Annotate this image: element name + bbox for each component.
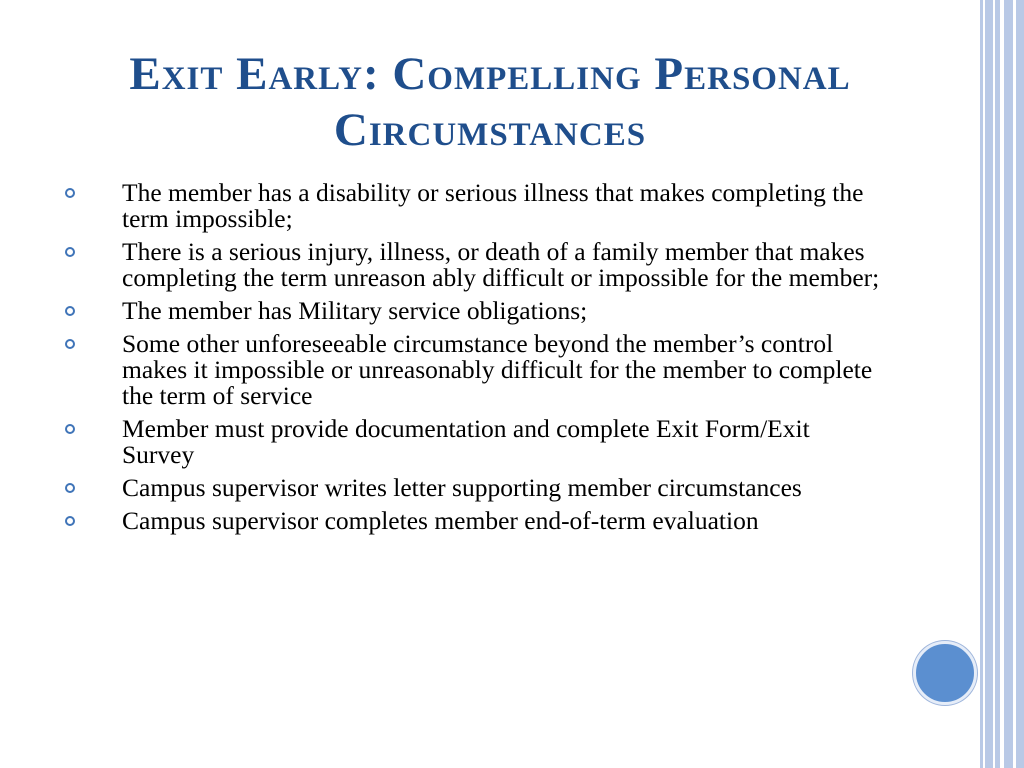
bullet-item — [60, 475, 880, 501]
decorative-stripe — [995, 0, 1000, 768]
bullet-item — [60, 416, 880, 468]
bullet-item — [60, 180, 880, 232]
bullet-text: The member has a disability or serious illness that makes completing the term impossible; — [122, 178, 864, 233]
slide-title: Exit Early: Compelling Personal Circumstances — [129, 48, 851, 156]
bullet-list — [60, 180, 880, 541]
decorative-stripe — [980, 0, 983, 768]
bullet-circle-icon — [65, 188, 75, 198]
bullet-item — [60, 331, 880, 409]
bullet-circle-icon — [65, 306, 75, 316]
decorative-circle-icon — [913, 641, 977, 705]
bullet-text: The member has Military service obligations; — [122, 296, 588, 325]
bullet-circle-icon — [65, 247, 75, 257]
bullet-item — [60, 298, 880, 324]
bullet-item — [60, 239, 880, 291]
bullet-text: Campus supervisor writes letter supporting member circumstances — [122, 473, 802, 502]
bullet-circle-icon — [65, 339, 75, 349]
bullet-text: Campus supervisor completes member end-of-term evaluation — [122, 506, 759, 535]
bullet-text: Some other unforeseeable circumstance beyond the member’s control makes it impossible or unreasonably difficult for the member to complete the term of service — [122, 329, 873, 410]
bullet-item — [60, 508, 880, 534]
bullet-text: Member must provide documentation and complete Exit Form/Exit Survey — [122, 414, 810, 469]
decorative-stripe — [985, 0, 993, 768]
bullet-circle-icon — [65, 424, 75, 434]
decorative-stripe — [1004, 0, 1013, 768]
bullet-circle-icon — [65, 483, 75, 493]
bullet-text: There is a serious injury, illness, or death of a family member that makes completing the term unreason ably difficult or impossible for the member; — [122, 237, 880, 292]
decorative-stripe — [1016, 0, 1024, 768]
bullet-circle-icon — [65, 516, 75, 526]
